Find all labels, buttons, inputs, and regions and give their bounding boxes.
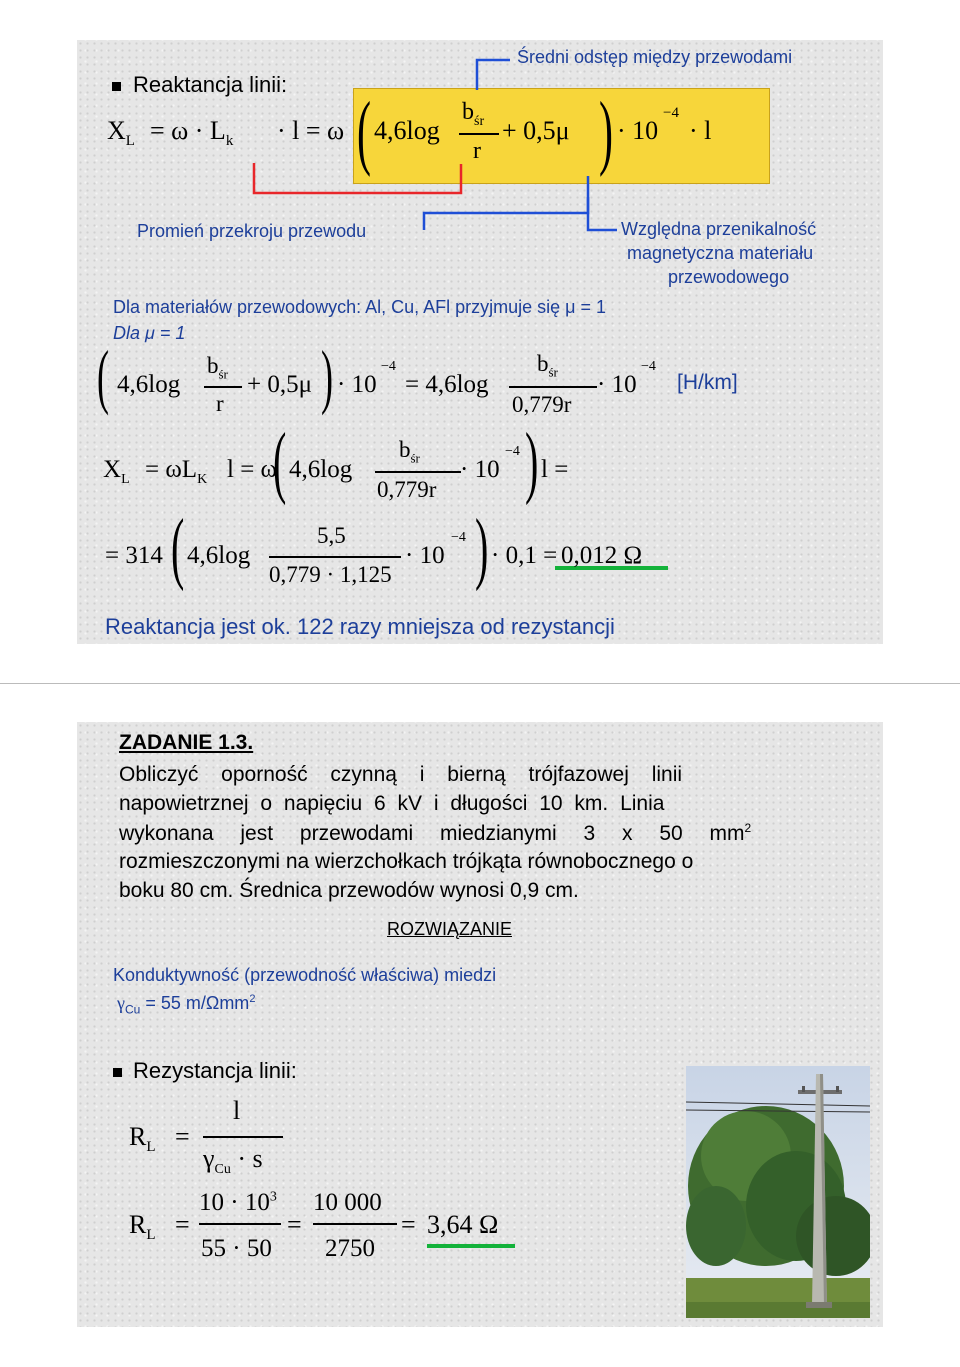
r2-result-underline: [427, 1244, 515, 1248]
eq4-paren-open: (: [171, 504, 185, 592]
eq3-fraction-bar: [375, 471, 461, 473]
eq1-paren-close: ): [599, 85, 613, 178]
r1-denominator: $\gamma_{Cu} \cdot s$: [203, 1144, 263, 1178]
r2-equals: =: [175, 1210, 190, 1239]
eq4-pow: · 10: [405, 542, 445, 569]
eq2-equals: = 4,6log: [405, 371, 489, 398]
slide-separator: [0, 683, 960, 684]
r2-equals3: =: [401, 1210, 416, 1239]
eq3-paren-close: ): [525, 418, 539, 506]
eq2-coef: 4,6log: [117, 371, 181, 398]
r2-numerator2: 10 000: [313, 1189, 382, 1216]
eq3-exp: −4: [505, 444, 520, 459]
r2-denominator1: 55 · 50: [201, 1235, 272, 1262]
eq2-paren-close: ): [321, 336, 333, 416]
eq3-pow: · 10: [460, 456, 500, 483]
slide-zadanie: [77, 722, 883, 1327]
eq4-fraction-bar: [269, 556, 401, 558]
eq4-denominator: 0,779 · 1,125: [269, 562, 392, 587]
r1-lhs: $R_L$: [129, 1122, 156, 1156]
eq1-paren-open: (: [357, 85, 371, 178]
r2-equals2: =: [287, 1210, 302, 1239]
eq2-pow2: · 10: [597, 371, 637, 398]
eq1-numerator: $b_{śr}$: [462, 99, 485, 129]
eq2-numerator: $b_{śr}$: [207, 353, 228, 382]
r1-numerator: l: [233, 1096, 241, 1125]
conductivity-label: Konduktywność (przewodność właściwa) miedzi: [113, 965, 497, 985]
eq3-tail: l = ω: [227, 456, 277, 483]
callout-top-label: Średni odstęp między przewodami: [517, 47, 793, 67]
eq2-fraction-bar: [204, 386, 242, 388]
task-line-1: Obliczyć oporność czynną i bierną trójfazowej linii: [119, 763, 683, 786]
mu-condition: Dla μ = 1: [113, 323, 186, 343]
eq1-pow: · 10: [617, 116, 659, 145]
eq2-numerator2: $b_{śr}$: [537, 351, 558, 380]
eq4-lead: = 314: [105, 542, 163, 569]
photo-power-pole: [686, 1066, 870, 1318]
r2-fraction-bar1: [199, 1223, 281, 1225]
conclusion-text: Reaktancja jest ok. 122 razy mniejsza od rezystancji: [105, 614, 615, 639]
eq3-numerator: $b_{śr}$: [399, 437, 420, 466]
eq3-denominator: 0,779r: [377, 477, 437, 502]
callout-left-label: Promień przekroju przewodu: [137, 221, 367, 241]
eq4-result: 0,012 Ω: [561, 542, 643, 569]
eq2-exp2: −4: [641, 359, 656, 374]
heading-reaktancja: Reaktancja linii:: [133, 72, 288, 97]
eq4-paren-close: ): [475, 504, 489, 592]
task-line-3: wykonana jest przewodami miedzianymi 3 x 50 $mm^2$: [119, 821, 752, 845]
task-line-5: boku 80 cm. Średnica przewodów wynosi 0,9 cm.: [119, 879, 579, 902]
r2-result: 3,64 Ω: [427, 1210, 499, 1239]
heading-rezystancja: Rezystancja linii:: [133, 1058, 297, 1083]
eq1-coef: 4,6log: [374, 116, 440, 145]
eq1-lhs: $X_L$: [107, 116, 135, 150]
callout-right-line1: Względna przenikalność: [621, 219, 817, 239]
eq2-plus: + 0,5μ: [247, 371, 313, 398]
callout-right-line3: przewodowego: [668, 267, 790, 287]
unit-label: [H/km]: [677, 371, 738, 394]
eq1-exp: −4: [663, 105, 679, 121]
r2-denominator2: 2750: [325, 1235, 375, 1262]
eq3-paren-open: (: [273, 418, 287, 506]
r2-numerator1: $10 \cdot 10^3$: [199, 1189, 277, 1216]
materials-text: Dla materiałów przewodowych: Al, Cu, AFl przyjmuje się μ = 1: [113, 297, 607, 317]
eq1-times-l: · l: [689, 116, 712, 145]
task-title: ZADANIE 1.3.: [119, 731, 254, 754]
eq1-fraction-bar: [459, 133, 499, 135]
r2-lhs: $R_L$: [129, 1210, 156, 1244]
r1-fraction-bar: [203, 1136, 283, 1138]
solution-label: ROZWIĄZANIE: [387, 919, 512, 939]
eq4-multiply: · 0,1 =: [491, 542, 558, 569]
eq2-denominator: r: [216, 391, 224, 416]
bullet-icon: [112, 82, 121, 91]
r2-fraction-bar2: [313, 1223, 397, 1225]
eq2-denominator2: 0,779r: [512, 392, 572, 417]
eq1-tail: · l = ω: [277, 116, 345, 145]
slide-reaktancja: [77, 40, 883, 644]
eq4-coef: 4,6log: [187, 542, 251, 569]
eq3-mid: = $\omega L_K$: [145, 456, 208, 487]
eq2-paren-open: (: [97, 336, 109, 416]
eq2-exp: −4: [381, 359, 396, 374]
eq2-pow: · 10: [337, 371, 377, 398]
task-line-4: rozmieszczonymi na wierzchołkach trójkąta równobocznego o: [119, 850, 694, 873]
eq1-plus: + 0,5μ: [502, 116, 570, 145]
eq4-numerator: 5,5: [317, 523, 346, 548]
eq1-denominator: r: [473, 138, 481, 164]
task-line-2: napowietrznej o napięciu 6 kV i długości 10 km. Linia: [119, 792, 665, 815]
eq3-end: l =: [541, 456, 569, 483]
eq3-lhs: $X_L$: [103, 456, 130, 487]
gamma-value: $\gamma_{Cu} = 55$ m/Ωmm$^2$: [117, 993, 256, 1017]
eq2-fraction-bar2: [509, 386, 597, 388]
r1-equals: =: [175, 1122, 190, 1151]
eq1-mid: = $\omega \cdot L_k$: [150, 116, 234, 150]
callout-right-line2: magnetyczna materiału: [627, 243, 814, 263]
eq3-coef: 4,6log: [289, 456, 353, 483]
eq4-exp: −4: [451, 530, 466, 545]
bullet-icon: [113, 1068, 122, 1077]
